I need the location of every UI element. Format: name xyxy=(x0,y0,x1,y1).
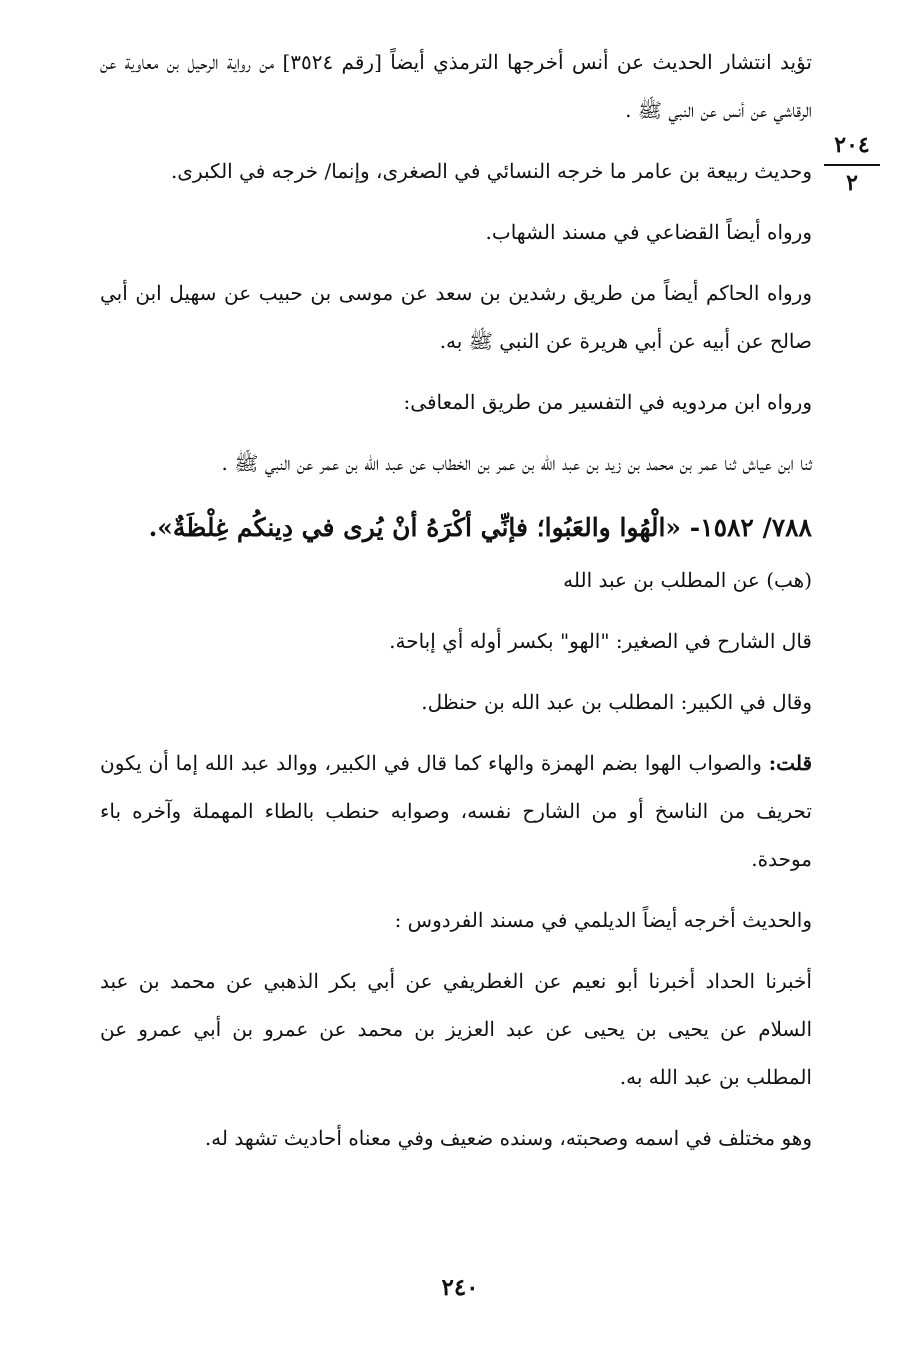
paragraph: ثنا ابن عياش ثنا عمر بن محمد بن زيد بن عبد الله بن عمر بن الخطاب عن عبد الله بن عمر عن النبي ﷺ . xyxy=(221,451,812,475)
paragraph: أخبرنا الحداد أخبرنا أبو نعيم عن الغطريفي عن أبي بكر الذهبي عن محمد بن عبد السلام عن يحيى بن يحيى عن عبد العزيز بن محمد عن عمرو بن أبي عمرو عن المطلب بن عبد الله به. xyxy=(100,969,812,1089)
paragraph: تؤيد انتشار الحديث عن أنس أخرجها الترمذي أيضاً [رقم ٣٥٢٤] من رواية الرحيل بن معاوية عن الرقاشي عن أنس عن النبي ﷺ . xyxy=(100,50,812,122)
paragraph: وقال في الكبير: المطلب بن عبد الله بن حنظل. xyxy=(421,690,812,714)
page-number: ٢٤٠ xyxy=(441,1274,479,1301)
paragraph: ورواه ابن مردويه في التفسير من طريق المعافى: xyxy=(403,390,812,414)
paragraph: وهو مختلف في اسمه وصحبته، وسنده ضعيف وفي معناه أحاديث تشهد له. xyxy=(204,1126,812,1150)
hadith-source: (هب) عن المطلب بن عبد الله xyxy=(563,568,812,592)
margin-reference-top: ٢٠٤ xyxy=(834,132,870,158)
qultu-lead: قلت: xyxy=(768,751,812,775)
margin-reference-divider xyxy=(824,164,880,166)
margin-reference xyxy=(822,130,882,198)
paragraph: والحديث أخرجه أيضاً الديلمي في مسند الفردوس : xyxy=(394,908,812,932)
main-text xyxy=(100,38,812,1175)
hadith-text: «الْهُوا والعَبُوا؛ فإنِّي أكْرَهُ أنْ يُرى في دِينكُم غِلْظَةٌ». xyxy=(148,513,682,542)
qultu-paragraph xyxy=(100,739,812,883)
hadith-number: ٧٨٨/ ١٥٨٢- xyxy=(689,513,812,542)
paragraph: وحديث ربيعة بن عامر ما خرجه النسائي في الصغرى، وإنما/ خرجه في الكبرى. xyxy=(170,159,812,183)
paragraph: قال الشارح في الصغير: "الهو" بكسر أوله أي إباحة. xyxy=(389,629,812,653)
hadith-heading xyxy=(100,500,812,556)
margin-reference-bottom: ٢ xyxy=(846,170,858,196)
qultu-text: والصواب الهوا بضم الهمزة والهاء كما قال في الكبير، ووالد عبد الله إما أن يكون تحريف من الناسخ أو من الشارح نفسه، وصوابه حنطب بالطاء المهملة وآخره باء موحدة. xyxy=(100,751,812,871)
paragraph: ورواه أيضاً القضاعي في مسند الشهاب. xyxy=(485,220,812,244)
paragraph: ورواه الحاكم أيضاً من طريق رشدين بن سعد عن موسى بن حبيب عن سهيل ابن أبي صالح عن أبيه عن أبي هريرة عن النبي ﷺ به. xyxy=(100,281,812,353)
